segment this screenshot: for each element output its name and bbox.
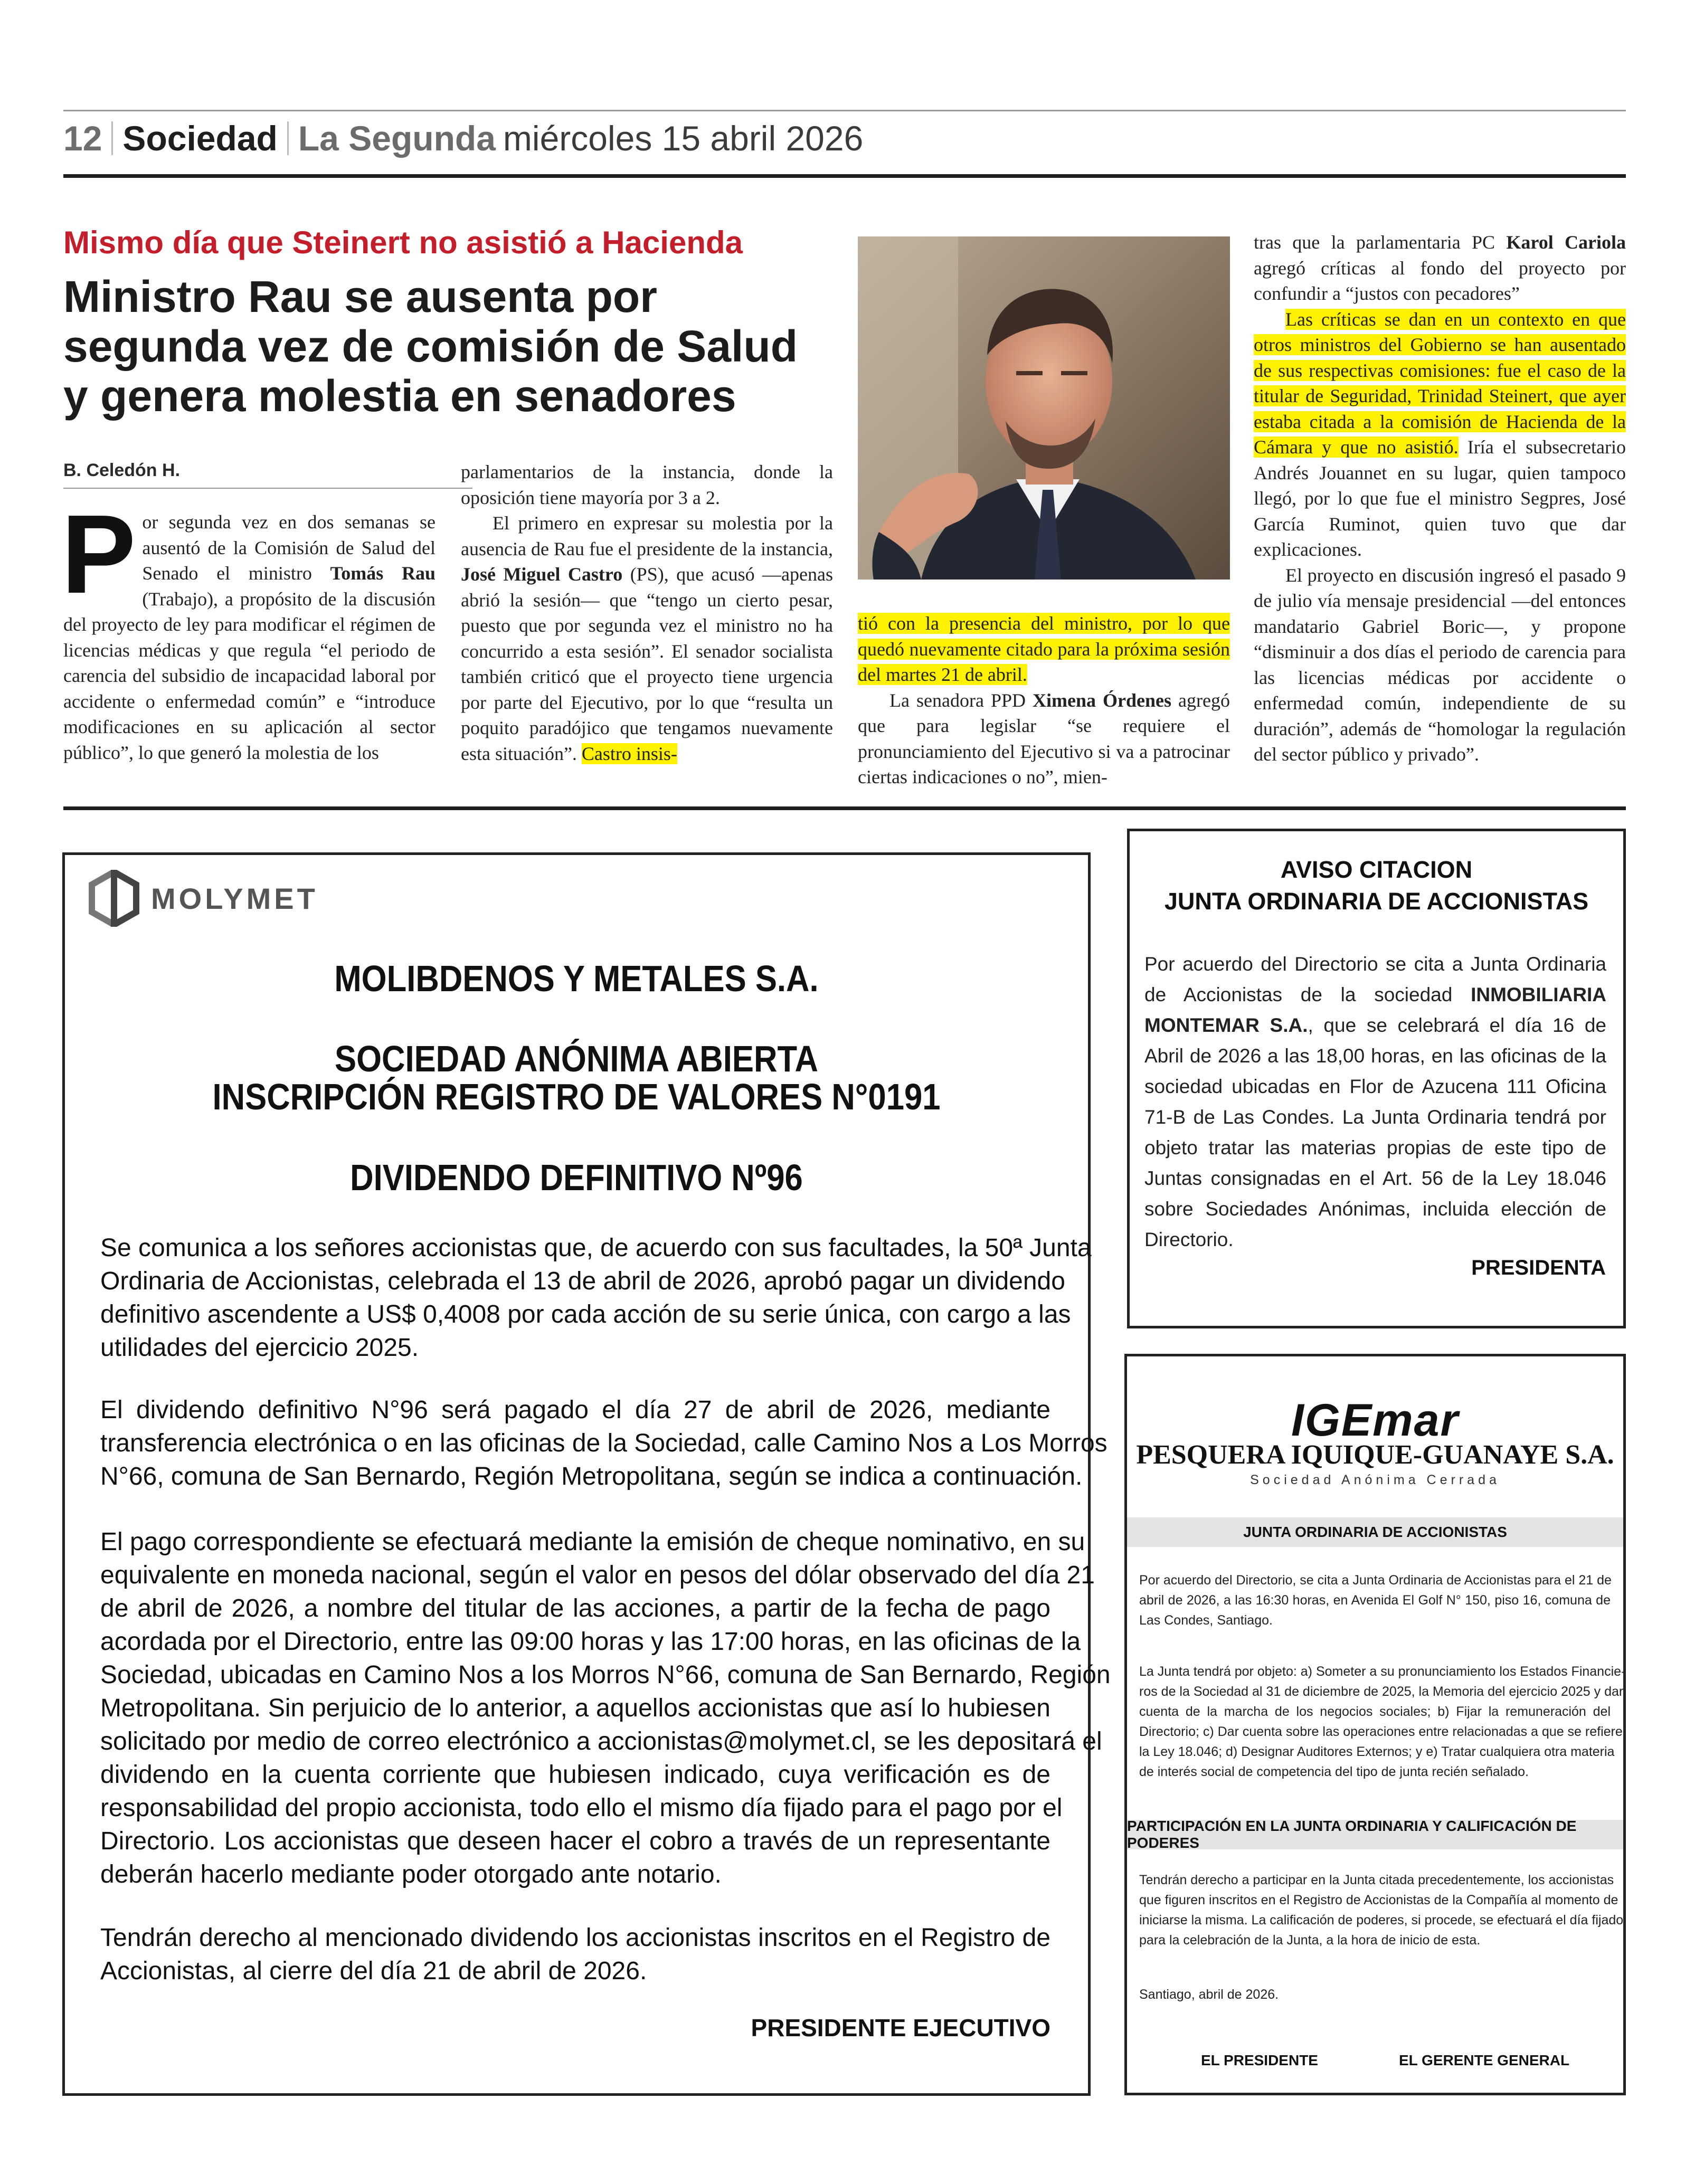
company-name: MONTEMAR S.A.: [1144, 1014, 1308, 1036]
hexagon-logo-icon: [89, 870, 139, 927]
section-rule: [63, 806, 1626, 810]
person-name: Karol Cariola: [1506, 232, 1626, 253]
signature-president: EL PRESIDENTE: [1201, 2052, 1318, 2068]
aviso-body: Por acuerdo del Directorio se cita a Junta Ordinaria de Accionistas de la sociedad INMOBILIARIA MONTEMAR S.A., que se celebrará el día 16 de Abril de 2026 a las 18,00 horas, en las oficinas de la sociedad ubicadas en Flor de Azucena 111 Oficina 71-B de Las Condes. La Junta Ordinaria tendrá por objeto tratar las materias propias de este tipo de Juntas consignadas en el Art. 56 de la Ley 18.046 sobre Sociedades Anónimas, incluida elección de Directorio.: [1144, 953, 1606, 1250]
header-rule: [63, 174, 1626, 178]
article-column-3: tió con la presencia del ministro, por lo que quedó nuevamente citado para la próxima sesión del martes 21 de abril. La senadora PPD Ximena Órdenes agregó que para legislar “se requiere el pronunciamiento del Ejecutivo si va a patrocinar ciertas indicaciones o no”, mien-: [858, 613, 1230, 787]
ad-title: MOLIBDENOS Y METALES S.A.: [334, 958, 819, 999]
article-column-1: Por segunda vez en dos semanas se ausentó de la Comisión de Salud del Senado el ministro Tomás Rau (Trabajo), a propósito de la discusión del proyecto de ley para modificar el régimen de licencias médicas y que regula “el periodo de carencia del subsidio de incapacidad laboral por accidente o enfermedad común” e “introduce modificaciones en su aplicación al sector público”, lo que generó la molestia de los: [61, 491, 436, 763]
page-number: 12: [63, 119, 102, 158]
igemar-company-type: Sociedad Anónima Cerrada: [1250, 1473, 1500, 1487]
section-name: Sociedad: [122, 119, 278, 158]
ad-subtitle: INSCRIPCIÓN REGISTRO DE VALORES N°0191: [212, 1076, 941, 1117]
igemar-paragraph-3: Tendrán derecho a participar en la Junta citada precedentemente, los accionistas que figuren inscritos en el Registro de Accionistas de la Compañía al momento de iniciarse la misma. La calificación de poderes, si procede, se efectuará el día fijado para la celebración de la Junta, a la hora de inicio de esta.: [1139, 1873, 1624, 1948]
newspaper-name: La Segunda: [298, 119, 496, 158]
masthead-divider: [287, 121, 289, 155]
headline-line: Ministro Rau se ausenta por: [63, 272, 657, 321]
byline: B. Celedón H.: [63, 460, 181, 480]
molymet-brand: MOLYMET: [151, 881, 318, 915]
ad-subtitle: SOCIEDAD ANÓNIMA ABIERTA: [334, 1038, 818, 1079]
igemar-logo: IGEmar: [1291, 1395, 1459, 1446]
masthead: [63, 117, 863, 159]
drop-cap: P: [61, 491, 136, 616]
highlighted-text: Las críticas se dan en un contexto en que otros ministros del Gobierno se han ausentado de sus respectivas comisiones: fue el caso de la titular de Seguridad, Trinidad Steinert, que ayer estaba citada a la comisión de Hacienda de la Cámara y que no asistió.: [1254, 308, 1626, 458]
headline-line: y genera molestia en senadores: [63, 371, 736, 421]
ad-dividend-title: DIVIDENDO DEFINITIVO Nº96: [350, 1157, 803, 1198]
igemar-paragraph-2: La Junta tendrá por objeto: a) Someter a su pronunciamiento los Estados Financie- ros de la Sociedad al 31 de diciembre de 2025, la Memoria del ejercicio 2025 y dar cuenta de la marcha de los negocios sociales; b) Fijar la remuneración del Directorio; c) Dar cuenta sobre las operaciones entre relacionadas a que se refiere la Ley 18.046; d) Designar Auditores Externos; y e) Tratar cualquiera otra materia de interés social de competencia del tipo de junta recién señalado.: [1139, 1664, 1626, 1779]
issue-date: miércoles 15 abril 2026: [503, 119, 864, 158]
article-photo: [858, 236, 1230, 580]
ad-signature: PRESIDENTE EJECUTIVO: [751, 2014, 1050, 2041]
article-kicker: Mismo día que Steinert no asistió a Hacienda: [63, 225, 743, 260]
igemar-place-date: Santiago, abril de 2026.: [1139, 1987, 1279, 2002]
igemar-section-band: JUNTA ORDINARIA DE ACCIONISTAS: [1127, 1517, 1623, 1547]
person-name: Ximena Órdenes: [1033, 689, 1172, 711]
ad-paragraph-2: El dividendo definitivo N°96 será pagado el día 27 de abril de 2026, mediante transferencia electrónica o en las oficinas de la Sociedad, calle Camino Nos a Los Morros N°66, comuna de San Bernardo, Región Metropolitana, según se indica a continuación.: [100, 1396, 1107, 1490]
person-name: Tomás Rau: [330, 563, 436, 584]
article-column-2: parlamentarios de la instancia, donde la oposición tiene mayoría por 3 a 2. El primero en expresar su molestia por la ausencia de Rau fue el presidente de la instancia, José Miguel Castro (PS), que acusó —apenas abrió la sesión— que “tengo un cierto pesar, puesto que por segunda vez el ministro no ha concurrido a esta sesión”. El senador socialista también criticó que el proyecto tiene urgencia por parte del Ejecutivo, por lo que “resulta un poquito paradójico que tengamos nuevamente esta situación”. Castro insis-: [461, 461, 833, 764]
igemar-section-band: PARTICIPACIÓN EN LA JUNTA ORDINARIA Y CALIFICACIÓN DE PODERES: [1127, 1820, 1623, 1849]
top-rule: [63, 110, 1626, 111]
molymet-logo: [89, 870, 318, 927]
person-name: José Miguel Castro: [461, 564, 623, 585]
signature-general-manager: EL GERENTE GENERAL: [1399, 2052, 1570, 2068]
highlighted-text: Castro insis-: [581, 743, 677, 764]
highlighted-text: tió con la presencia del ministro, por lo que quedó nuevamente citado para la próxima sesión del martes 21 de abril.: [858, 613, 1230, 685]
ad-paragraph-3: El pago correspondiente se efectuará mediante la emisión de cheque nominativo, en su equivalente en moneda nacional, según el valor en pesos del dólar observado del día 21 de abril de 2026, a nombre del titular de las acciones, a partir de la fecha de pago acordada por el Directorio, entre las 09:00 horas y las 17:00 horas, en las oficinas de la Sociedad, ubicadas en Camino Nos a los Morros N°66, comuna de San Bernardo, Región Metropolitana. Sin perjuicio de lo anterior, a aquellos accionistas que así lo hubiesen solicitado por medio de correo electrónico a accionistas@molymet.cl, se les depositará el dividendo en la cuenta corriente que hubiesen indicado, cuya verificación es de responsabilidad del propio accionista, todo ello el mismo día fijado para el pago por el Directorio. Los accionistas que deseen hacer el cobro a través de un representante deberán hacerlo mediante poder otorgado ante notario.: [100, 1528, 1111, 1888]
headline-line: segunda vez de comisión de Salud: [63, 321, 798, 371]
article-column-4: tras que la parlamentaria PC Karol Cariola agregó críticas al fondo del proyecto por confundir a “justos con pecadores” Las críticas se dan en un contexto en que otros ministros del Gobierno se han ausentado de sus respectivas comisiones: fue el caso de la titular de Seguridad, Trinidad Steinert, que ayer estaba citada a la comisión de Hacienda de la Cámara y que no asistió. Iría el subsecretario Andrés Jouannet en su lugar, quien tampoco llegó, por lo que fue el ministro Segpres, José García Ruminot, quien tuvo que dar explicaciones. El proyecto en discusión ingresó el pasado 9 de julio vía mensaje presidencial —del entonces mandatario Gabriel Boric—, y propone “disminuir a dos días el periodo de carencia para las licencias médicas por accidente o enfermedad común, independiente de su duración”, además de “homologar la regulación del sector público y privado”.: [1254, 232, 1626, 765]
aviso-title: AVISO CITACION JUNTA ORDINARIA DE ACCIONISTAS: [1164, 856, 1589, 915]
aviso-signature: PRESIDENTA: [1471, 1256, 1606, 1279]
masthead-divider: [111, 121, 113, 155]
company-name: INMOBILIARIA: [1471, 984, 1606, 1005]
minister-photo: [858, 236, 1230, 580]
article-headline: [63, 272, 839, 421]
byline-rule: [63, 488, 472, 489]
ad-paragraph-4: Tendrán derecho al mencionado dividendo los accionistas inscritos en el Registro de Accionistas, al cierre del día 21 de abril de 2026.: [100, 1924, 1050, 1985]
ad-paragraph-1: Se comunica a los señores accionistas que, de acuerdo con sus facultades, la 50ª Junta Ordinaria de Accionistas, celebrada el 13 de abril de 2026, aprobó pagar un dividendo definitivo ascendente a US$ 0,4008 por cada acción de su serie única, con cargo a las utilidades del ejercicio 2025.: [100, 1234, 1092, 1362]
igemar-paragraph-1: Por acuerdo del Directorio, se cita a Junta Ordinaria de Accionistas para el 21 de abril de 2026, a las 16:30 horas, en Avenida El Golf N° 150, piso 16, comuna de Las Condes, Santiago.: [1139, 1573, 1612, 1628]
igemar-company-name: PESQUERA IQUIQUE-GUANAYE S.A.: [1136, 1440, 1614, 1470]
